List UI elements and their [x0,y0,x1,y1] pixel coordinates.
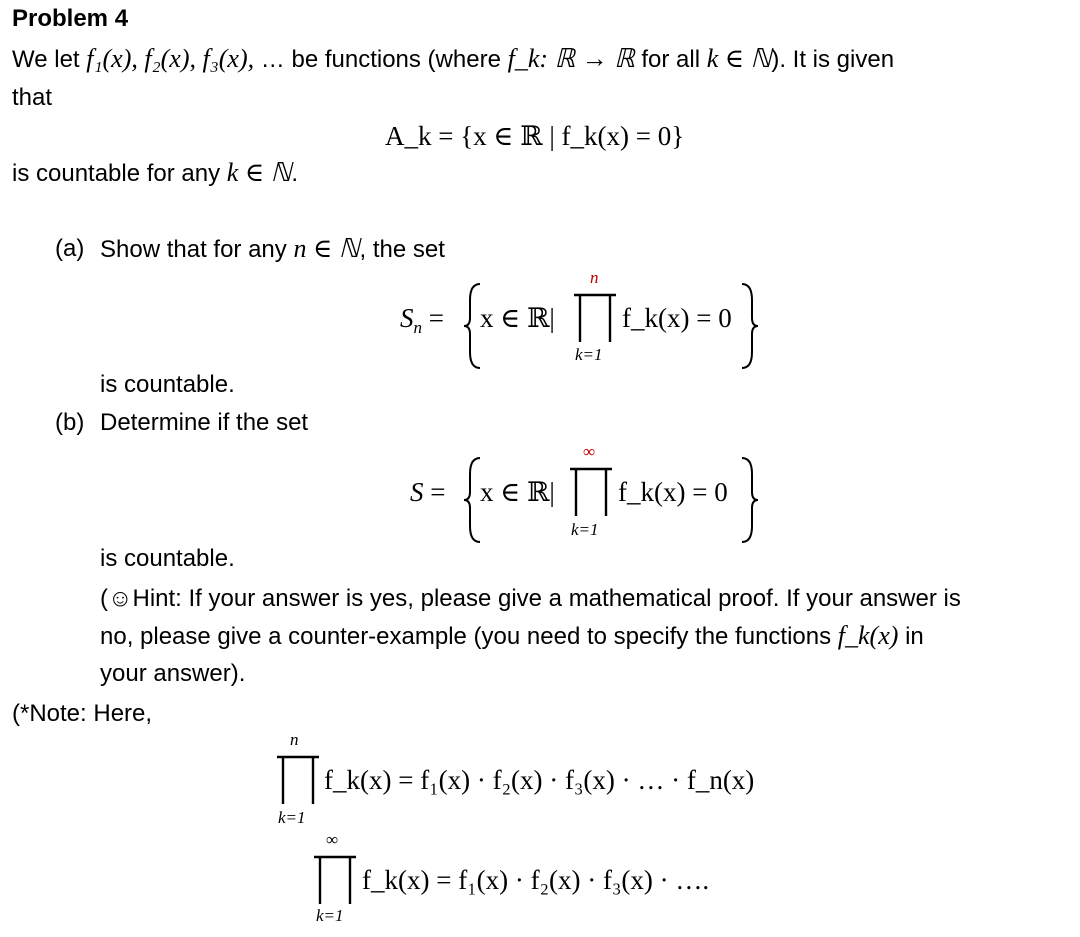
right-brace-a [738,280,762,372]
hint-line-2-math: f_k(x) [837,621,899,650]
hint-line-1: (☺Hint: If your answer is yes, please give a mathematical proof. If your answer is [100,585,961,612]
hint-line-2 [100,621,924,652]
part-a-prod-lower: k=1 [575,345,603,364]
part-b-prod-lower: k=1 [571,520,599,539]
part-b-after: is countable. [100,545,235,572]
hint-line-2-pre: no, please give a counter-example (you need to specify the functions [100,623,832,650]
note-eq2-lower: k=1 [316,906,344,925]
intro-mid: … be functions (where [260,46,501,73]
part-a-prod-term: f_k(x) = 0 [622,303,732,333]
part-b-prod-term: f_k(x) = 0 [618,477,728,507]
countable-post: . [291,160,299,187]
part-a-post: , the set [359,236,445,263]
hint-line-2-post: in [905,623,924,650]
part-b-set-body: x ∈ ℝ| [480,477,555,507]
note-eq1-lower: k=1 [278,808,306,827]
part-b-text: Determine if the set [100,409,309,436]
intro-line-1 [12,44,894,75]
product-symbol-note-2 [312,854,358,906]
product-symbol-a [572,292,618,344]
part-a-s: S [400,303,414,333]
part-a-s-sub: n [413,318,422,337]
intro-pre: We let [12,46,80,73]
note-eq1-upper: n [290,730,299,749]
set-a-k: A_k = {x ∈ ℝ | f_k(x) = 0} [385,121,685,151]
intro-post: ). It is given [771,46,895,73]
part-a-math: n ∈ ℕ [293,234,360,263]
note-label: (*Note: Here, [12,700,153,727]
part-a-label: (a) [55,235,85,262]
note-eq2-upper: ∞ [326,830,339,849]
countable-math: k ∈ ℕ [226,158,292,187]
intro-k-in-n: k ∈ ℕ [706,44,772,73]
part-a-prod-upper: n [590,268,599,287]
countable-line [12,158,298,189]
part-b-set-lhs: S = [410,477,446,507]
part-a-set-body: x ∈ ℝ| [480,303,555,333]
part-a-pre: Show that for any [100,236,287,263]
part-a-set-lhs: $S_n$ = [400,303,444,337]
countable-pre: is countable for any [12,160,221,187]
problem-title: Problem 4 [12,5,129,32]
intro-funcs: f₁(x), f₂(x), f₃(x), [86,44,255,73]
part-a-after: is countable. [100,371,235,398]
part-a-text [100,234,445,265]
intro-line-2: that [12,84,53,111]
part-b-prod-upper: ∞ [583,442,596,461]
note-eq2-text: f_k(x) = f₁(x) · f₂(x) · f₃(x) · …. [362,865,710,895]
right-brace-b [738,454,762,546]
part-b-s: S [410,477,424,507]
note-eq1-text: f_k(x) = f₁(x) · f₂(x) · f₃(x) · … · f_n(x) [324,765,755,795]
intro-map: f_k: ℝ → ℝ [507,44,635,73]
product-symbol-note-1 [275,754,321,806]
part-b-label: (b) [55,409,85,436]
intro-for: for all [641,46,701,73]
hint-line-3: your answer). [100,660,246,687]
product-symbol-b [568,466,614,518]
